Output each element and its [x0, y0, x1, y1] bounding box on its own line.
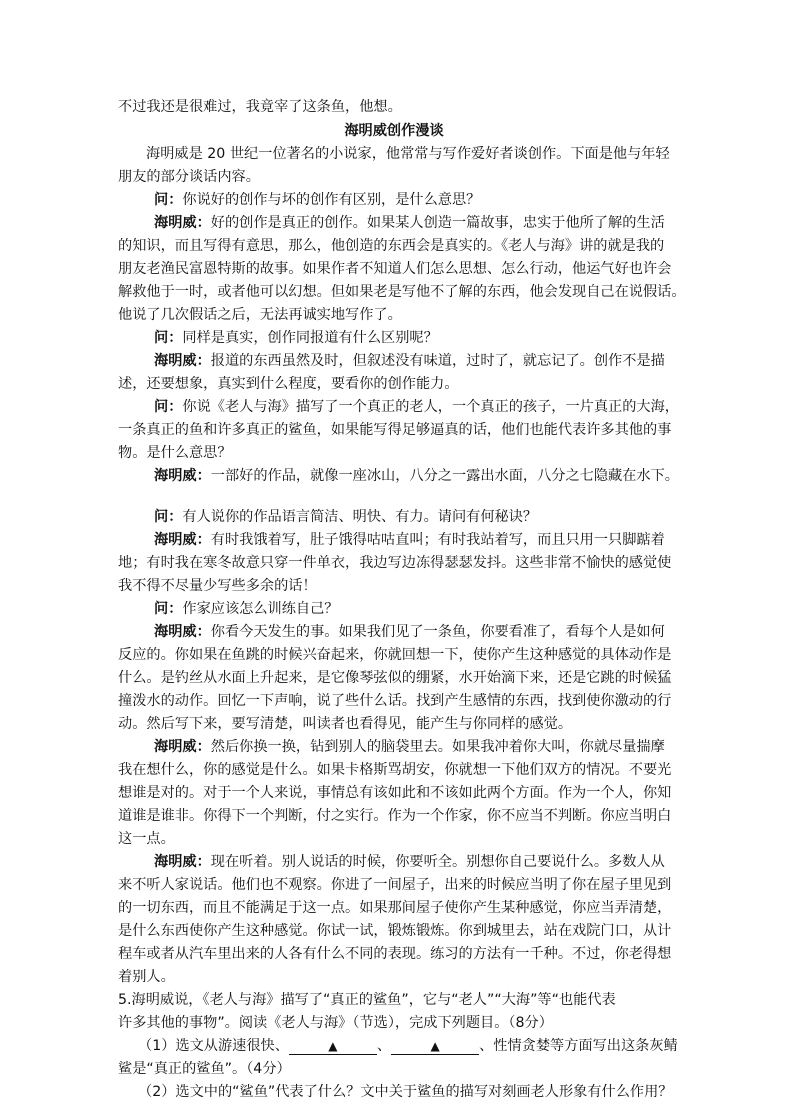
article-title: [118, 119, 670, 143]
text-line: [118, 235, 670, 258]
line-text: 你说《老人与海》描写了一个真正的老人，一个真正的孩子，一片真正的大海，: [182, 399, 679, 415]
line-text: 一部好的作品，就像一座冰山，八分之一露出水面，八分之七隐藏在水下。: [210, 468, 679, 484]
speaker-label: 海明威：: [154, 739, 211, 755]
blank-line-spacer: [118, 488, 670, 506]
document-page: [118, 96, 686, 1104]
text-line: [118, 966, 670, 989]
speaker-label: 问：: [154, 399, 183, 415]
speaker-label: 海明威：: [154, 624, 211, 640]
line-text: 不过我还是很难过，我竟宰了这条鱼，他想。: [118, 99, 402, 115]
answer-blank-1[interactable]: [289, 1038, 377, 1055]
text-line: [118, 166, 670, 189]
text-line: [118, 529, 670, 552]
line-text: 程车或者从汽车里出来的人各有什么不同的表现。练习的方法有一千种。不过，你老得想: [118, 946, 672, 962]
line-text: 你说好的创作与坏的创作有区别，是什么意思？: [182, 192, 481, 208]
line-text: 作家应该怎么训练自己？: [182, 601, 339, 617]
text-line: [118, 465, 679, 488]
text-line: [118, 396, 679, 419]
question-1-continued: 鲨是“真正的鲨鱼”。（4分）: [118, 1061, 291, 1077]
question-1-suffix: 、性情贪婪等方面写出这条灰鲭: [479, 1038, 678, 1054]
text-line: [118, 258, 670, 281]
question-2: （2）选文中的“鲨鱼”代表了什么？文中关于鲨鱼的描写对刻画老人形象有什么作用？: [138, 1084, 673, 1100]
document-body: [118, 96, 686, 1035]
line-text: 撞泼水的动作。回忆一下声响，说了些什么话。找到产生感情的东西，找到使你激动的行: [118, 693, 672, 709]
text-line: [118, 782, 670, 805]
line-text: 的一切东西，而且不能满足于这一点。如果那间屋子使你产生某种感觉，你应当弄清楚，: [118, 900, 672, 916]
line-text: 有人说你的作品语言简洁、明快、有力。请问有何秘诀？: [182, 509, 538, 525]
text-line: [118, 989, 670, 1012]
text-line: [118, 442, 670, 465]
question-1: [118, 1035, 678, 1058]
speaker-label: 海明威：: [154, 532, 211, 548]
triangle-marker-icon: ▲: [430, 1039, 440, 1053]
line-text: 地；有时我在寒冬故意只穿一件单衣，我边写边冻得瑟瑟发抖。这些非常不愉快的感觉使: [118, 555, 672, 571]
line-text: 许多其他的事物”。阅读《老人与海》（节选），完成下列题目。（8分）: [118, 1015, 553, 1031]
text-line: [118, 350, 670, 373]
text-line: [118, 506, 670, 529]
line-text: 同样是真实，创作同报道有什么区别呢？: [182, 330, 438, 346]
line-text: 海明威是 20 世纪一位著名的小说家，他常常与写作爱好者谈创作。下面是他与年轻: [146, 146, 670, 162]
line-text: 然后你换一换，钻到别人的脑袋里去。如果我冲着你大叫，你就尽量揣摩: [210, 739, 665, 755]
line-text: 来不听人家说话。他们也不观察。你进了一间屋子，出来的时候应当明了你在屋子里见到: [118, 877, 672, 893]
line-text: 道谁是谁非。你得下一个判断，付之实行。作为一个作家，你不应当不判断。你应当明白: [118, 808, 672, 824]
text-line: [118, 189, 670, 212]
text-line: [118, 1012, 670, 1035]
line-text: 有时我饿着写，肚子饿得咕咕直叫；有时我站着写，而且只用一只脚踮着: [210, 532, 665, 548]
line-text: 现在听着。别人说话的时候，你要听全。别想你自己要说什么。多数人从: [210, 854, 665, 870]
text-line: [118, 874, 670, 897]
text-line: [118, 281, 686, 304]
line-text: 5.海明威说，《老人与海》描写了“真正的鲨鱼”，它与“老人”“大海”等“也能代表: [118, 992, 616, 1008]
line-text: 这一点。: [118, 831, 175, 847]
question-1-separator: 、: [376, 1038, 392, 1054]
line-text: 物。是什么意思？: [118, 445, 232, 461]
text-line: [118, 552, 670, 575]
line-text: 解救他于一时，或者他可以幻想。但如果老是写他不了解的东西，他会发现自己在说假话。: [118, 284, 686, 300]
text-line: [118, 327, 670, 350]
speaker-label: 海明威：: [154, 468, 211, 484]
text-line: [118, 920, 670, 943]
text-line: [118, 897, 670, 920]
line-text: 报道的东西虽然及时，但叙述没有味道，过时了，就忘记了。创作不是描: [210, 353, 665, 369]
line-text: 朋友老渔民富恩特斯的故事。如果作者不知道人们怎么思想、怎么行动，他运气好也许会: [118, 261, 672, 277]
line-text: 他说了几次假话之后，无法再诚实地写作了。: [118, 307, 402, 323]
text-line: [118, 851, 670, 874]
text-line: [118, 690, 670, 713]
line-text: 着别人。: [118, 969, 175, 985]
line-text: 朋友的部分谈话内容。: [118, 169, 260, 185]
line-text: 动。然后写下来，要写清楚，叫读者也看得见，能产生与你同样的感觉。: [118, 716, 573, 732]
speaker-label: 问：: [154, 509, 183, 525]
text-line: [118, 373, 670, 396]
question-1-prefix: （1）选文从游速很快、: [138, 1038, 289, 1054]
line-text: 反应的。你如果在鱼跳的时候兴奋起来，你就回想一下，使你产生这种感觉的具体动作是: [118, 647, 672, 663]
line-text: 你看今天发生的事。如果我们见了一条鱼，你要看准了，看每个人是如何: [210, 624, 665, 640]
text-line: [118, 575, 670, 598]
speaker-label: 海明威：: [154, 353, 211, 369]
text-line: [118, 943, 670, 966]
text-line: [118, 212, 670, 235]
text-line: [118, 667, 670, 690]
text-line: [118, 828, 670, 851]
line-text: 海明威创作漫谈: [344, 123, 444, 139]
speaker-label: 问：: [154, 192, 183, 208]
line-text: 我不得不尽量少写些多余的话！: [118, 578, 317, 594]
speaker-label: 问：: [154, 330, 183, 346]
text-line: [118, 143, 670, 166]
line-text: 好的创作是真正的创作。如果某人创造一篇故事，忠实于他所了解的生活: [210, 215, 665, 231]
line-text: 我在想什么，你的感觉是什么。如果卡格斯骂胡安，你就想一下他们双方的情况。不要光: [118, 762, 672, 778]
text-line: [118, 713, 670, 736]
text-line: [118, 96, 670, 119]
text-line: [118, 621, 670, 644]
line-text: 想谁是对的。对于一个人来说，事情总有该如此和不该如此两个方面。作为一个人，你知: [118, 785, 672, 801]
answer-blank-2[interactable]: [391, 1038, 479, 1055]
text-line: [118, 759, 670, 782]
text-line: [118, 644, 670, 667]
text-line: [118, 736, 670, 759]
text-line: [118, 805, 670, 828]
speaker-label: 海明威：: [154, 215, 211, 231]
triangle-marker-icon: ▲: [328, 1039, 338, 1053]
text-line: [118, 419, 670, 442]
speaker-label: 海明威：: [154, 854, 211, 870]
line-text: 是什么东西使你产生这种感觉。你试一试，锻炼锻炼。你到城里去，站在戏院门口，从计: [118, 923, 672, 939]
text-line: [118, 598, 670, 621]
line-text: 一条真正的鱼和许多真正的鲨鱼，如果能写得足够逼真的话，他们也能代表许多其他的事: [118, 422, 672, 438]
line-text: 的知识，而且写得有意思，那么，他创造的东西会是真实的。《老人与海》讲的就是我的: [118, 238, 665, 254]
line-text: 什么。是钓丝从水面上升起来，是它像琴弦似的绷紧，水开始滴下来，还是它跳的时候猛: [118, 670, 672, 686]
text-line: [118, 304, 670, 327]
line-text: 述，还要想象，真实到什么程度，要看你的创作能力。: [118, 376, 459, 392]
speaker-label: 问：: [154, 601, 183, 617]
